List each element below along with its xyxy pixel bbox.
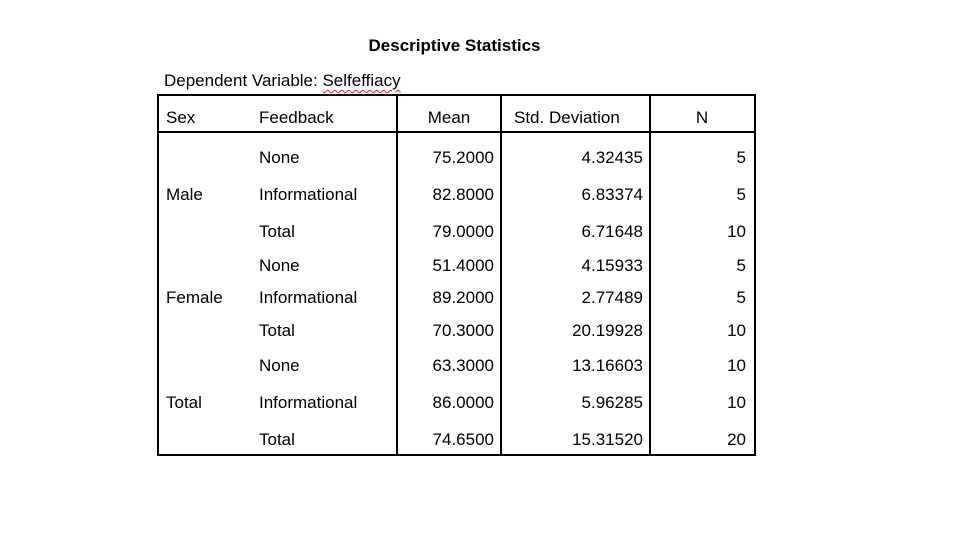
header-n: N [695, 108, 709, 127]
table-title: Descriptive Statistics [368, 36, 541, 55]
row-mean: 75.2000 [432, 148, 494, 167]
header-divider [159, 131, 754, 133]
group-label-female: Female [166, 288, 223, 307]
group-label-male: Male [166, 185, 203, 204]
row-std: 2.77489 [581, 288, 643, 307]
row-mean: 74.6500 [432, 430, 494, 449]
row-std: 13.16603 [572, 356, 643, 375]
dependent-variable-label: Dependent Variable: [164, 71, 323, 90]
row-feedback: Total [259, 321, 295, 340]
row-std: 5.96285 [581, 393, 643, 412]
group-label-total: Total [166, 393, 202, 412]
row-std: 6.83374 [581, 185, 643, 204]
header-std-deviation: Std. Deviation [514, 108, 620, 127]
row-feedback: None [259, 256, 300, 275]
row-n: 10 [727, 222, 746, 241]
row-std: 15.31520 [572, 430, 643, 449]
row-feedback: Informational [259, 288, 358, 307]
row-n: 20 [727, 430, 746, 449]
row-mean: 70.3000 [432, 321, 494, 340]
row-std: 20.19928 [572, 321, 643, 340]
header-mean: Mean [427, 108, 471, 127]
row-std: 6.71648 [581, 222, 643, 241]
row-mean: 63.3000 [432, 356, 494, 375]
row-n: 5 [736, 288, 746, 307]
row-feedback: None [259, 148, 300, 167]
row-n: 10 [727, 321, 746, 340]
row-n: 5 [736, 256, 746, 275]
row-mean: 89.2000 [432, 288, 494, 307]
dependent-variable-caption [164, 71, 401, 91]
row-std: 4.15933 [581, 256, 643, 275]
row-feedback: None [259, 356, 300, 375]
row-n: 5 [736, 148, 746, 167]
row-n: 10 [727, 393, 746, 412]
header-sex: Sex [166, 108, 196, 127]
row-mean: 82.8000 [432, 185, 494, 204]
row-mean: 51.4000 [432, 256, 494, 275]
dependent-variable-value: Selfeffiacy [322, 71, 401, 90]
descriptive-statistics-table [157, 94, 756, 456]
row-std: 4.32435 [581, 148, 643, 167]
row-feedback: Total [259, 222, 295, 241]
row-feedback: Informational [259, 393, 358, 412]
row-n: 10 [727, 356, 746, 375]
row-feedback: Total [259, 430, 295, 449]
row-mean: 79.0000 [432, 222, 494, 241]
row-feedback: Informational [259, 185, 358, 204]
header-feedback: Feedback [259, 108, 334, 127]
row-mean: 86.0000 [432, 393, 494, 412]
row-n: 5 [736, 185, 746, 204]
